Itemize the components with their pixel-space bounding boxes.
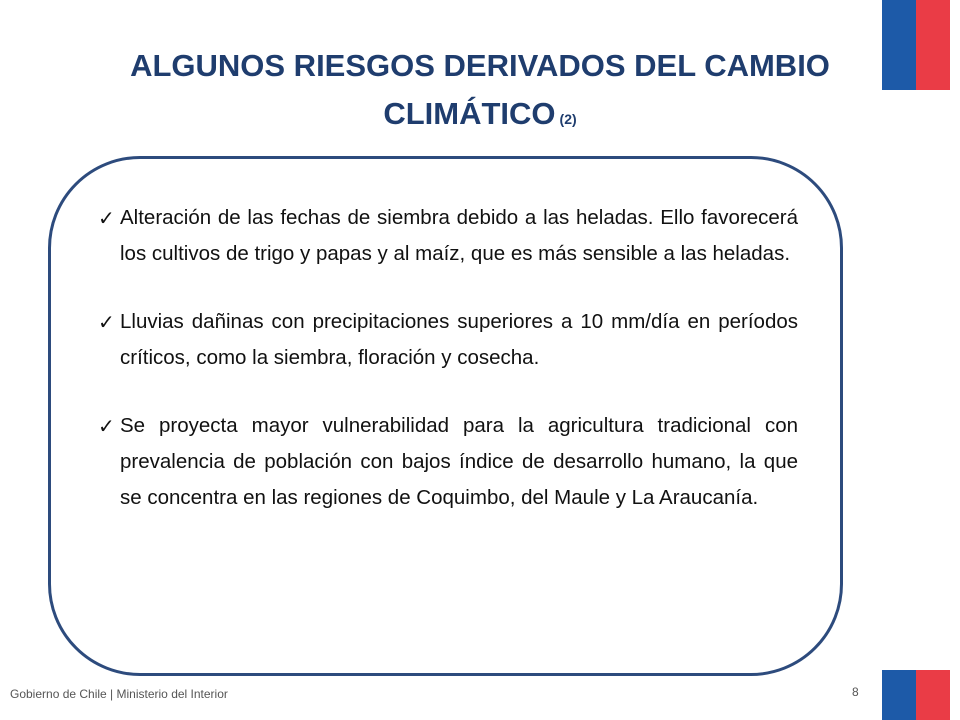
title-suffix: (2) — [559, 111, 577, 127]
bullet-text: Lluvias dañinas con precipitaciones superiores a 10 mm/día en períodos críticos, como la siembra, floración y cosecha. — [120, 310, 798, 369]
checkmark-icon: ✓ — [98, 414, 115, 438]
checkmark-icon: ✓ — [98, 206, 115, 230]
slide-title — [80, 42, 880, 143]
flag-blue-stripe — [882, 0, 916, 90]
bullet-text: Se proyecta mayor vulnerabilidad para la agricultura tradicional con prevalencia de población con bajos índice de desarrollo humano, la que se concentra en las regiones de Coquimbo, del Maule y La Araucanía. — [120, 414, 798, 509]
title-line-2 — [80, 90, 880, 143]
page-number: 8 — [852, 685, 859, 699]
flag-red-stripe — [916, 670, 950, 720]
title-line-2-text: CLIMÁTICO — [383, 96, 556, 131]
bullet-item — [98, 200, 798, 272]
bullet-item — [98, 408, 798, 516]
flag-red-stripe — [916, 0, 950, 90]
chile-flag-bottom — [882, 670, 950, 720]
checkmark-icon: ✓ — [98, 310, 115, 334]
bullet-item — [98, 304, 798, 376]
title-line-1: ALGUNOS RIESGOS DERIVADOS DEL CAMBIO — [130, 48, 830, 83]
chile-flag-top — [882, 0, 950, 90]
bullet-text: Alteración de las fechas de siembra debido a las heladas. Ello favorecerá los cultivos de trigo y papas y al maíz, que es más sensible a las heladas. — [120, 206, 798, 265]
bullet-list — [98, 200, 798, 548]
flag-blue-stripe — [882, 670, 916, 720]
footer-organization: Gobierno de Chile | Ministerio del Interior — [10, 687, 228, 701]
